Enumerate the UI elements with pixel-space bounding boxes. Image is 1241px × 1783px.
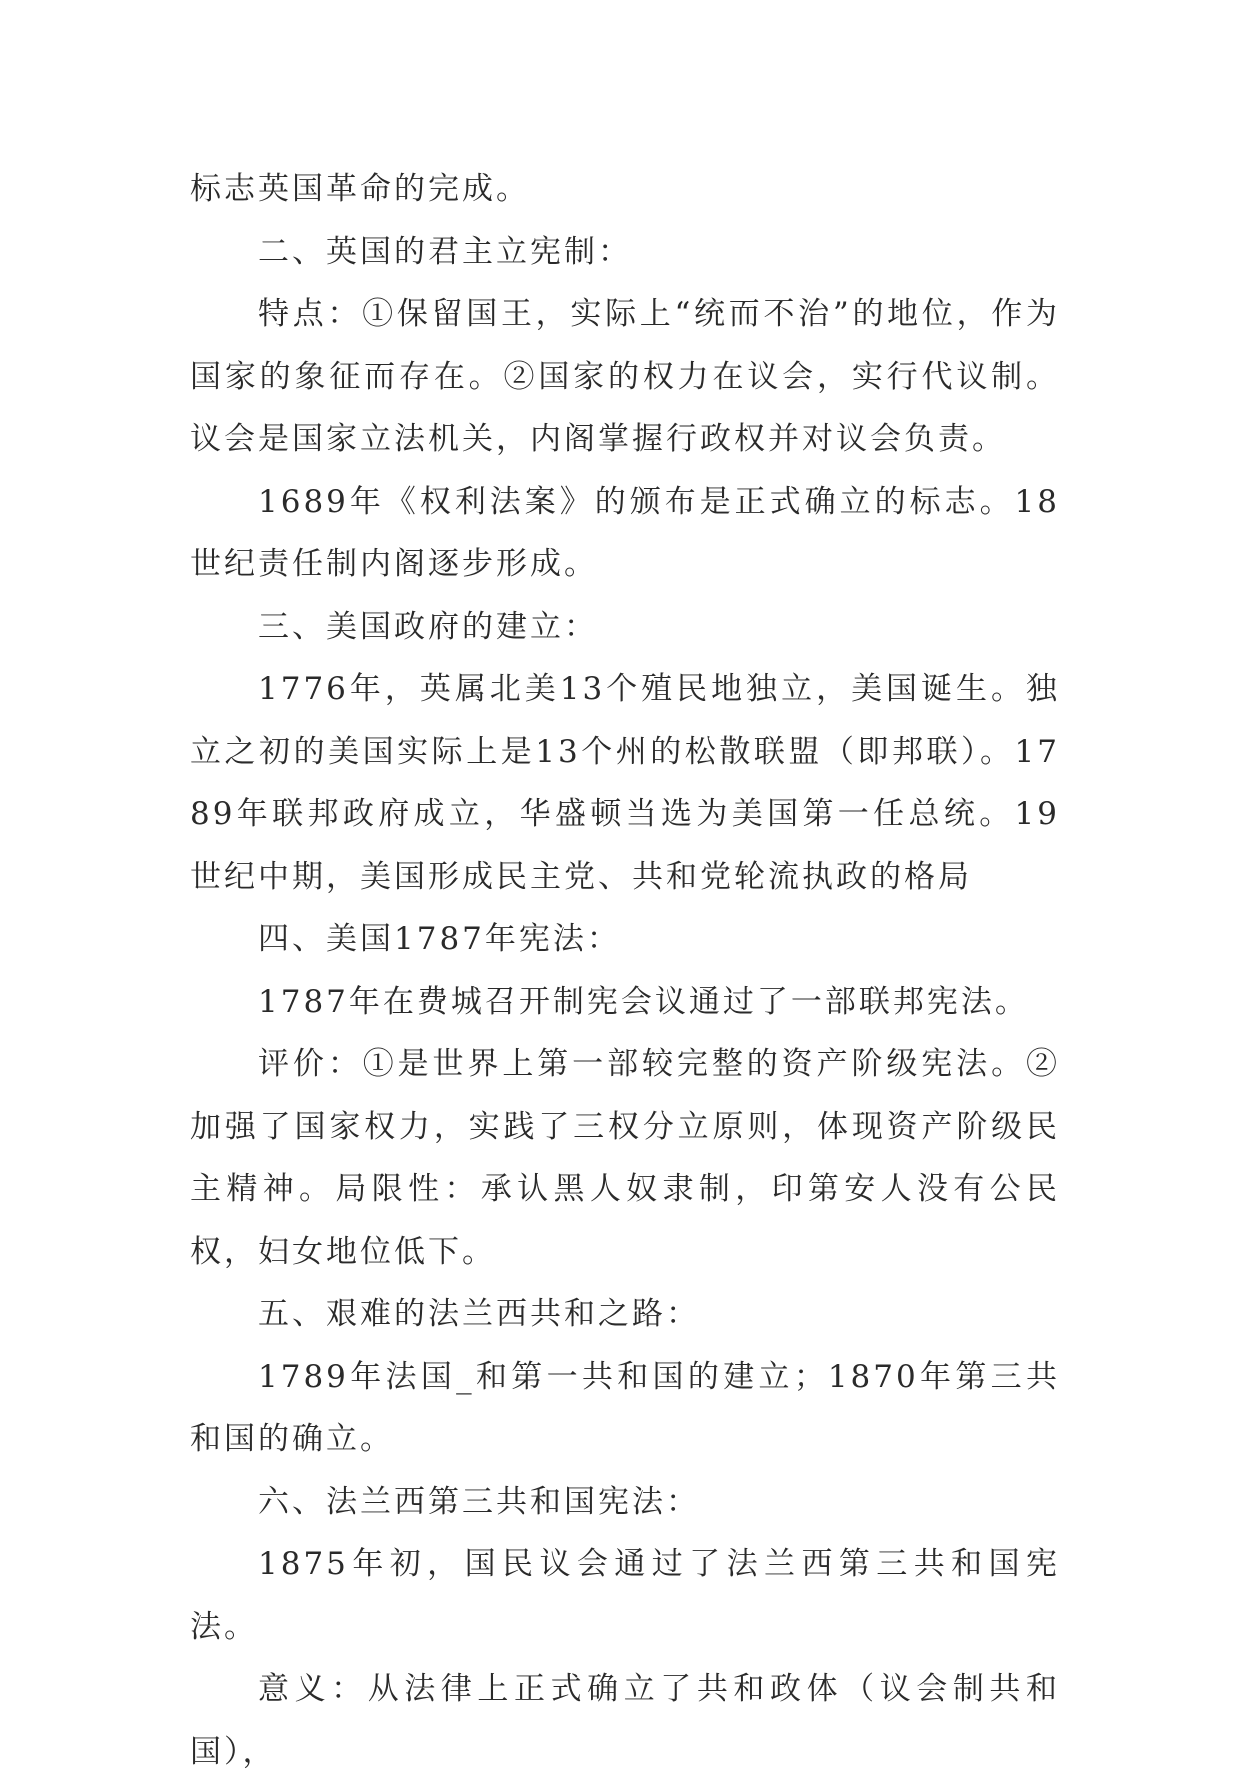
heading-us-constitution: 四、美国1787年宪法： bbox=[258, 921, 621, 957]
paragraph-1: 标志英国革命的完成。 bbox=[190, 171, 530, 207]
paragraph-significance: 意义：从法律上正式确立了共和政体（议会制共和国）， bbox=[190, 1671, 1060, 1770]
paragraph-bill-of-rights: 1689年《权利法案》的颁布是正式确立的标志。18世纪责任制内阁逐步形成。 bbox=[190, 483, 1060, 582]
heading-french-republic: 五、艰难的法兰西共和之路： bbox=[258, 1296, 700, 1332]
paragraph-evaluation: 评价：①是世界上第一部较完整的资产阶级宪法。②加强了国家权力，实践了三权分立原则，体现资产阶级民主精神。局限性：承认黑人奴隶制，印第安人没有公民权，妇女地位低下。 bbox=[190, 1046, 1060, 1270]
paragraph-french-republics: 1789年法国_和第一共和国的建立；1870年第三共和国的确立。 bbox=[190, 1358, 1060, 1457]
heading-us-government: 三、美国政府的建立： bbox=[258, 608, 598, 645]
heading-third-republic-constitution: 六、法兰西第三共和国宪法： bbox=[258, 1483, 700, 1520]
paragraph-features: 特点：①保留国王，实际上“统而不治”的地位，作为国家的象征而存在。②国家的权力在议会，实行代议制。议会是国家立法机关，内阁掌握行政权并对议会负责。 bbox=[190, 296, 1060, 457]
paragraph-philadelphia-convention: 1787年在费城召开制宪会议通过了一部联邦宪法。 bbox=[258, 983, 1029, 1020]
body-text bbox=[190, 158, 1060, 1783]
paragraph-1875-constitution: 1875年初，国民议会通过了法兰西第三共和国宪法。 bbox=[190, 1546, 1060, 1645]
heading-constitutional-monarchy: 二、英国的君主立宪制： bbox=[258, 233, 632, 270]
paragraph-us-founding: 1776年，英属北美13个殖民地独立，美国诞生。独立之初的美国实际上是13个州的松散联盟（即邦联）。1789年联邦政府成立，华盛顿当选为美国第一任总统。19世纪中期，美国形成民主党、共和党轮流执政的格局 bbox=[190, 671, 1060, 895]
